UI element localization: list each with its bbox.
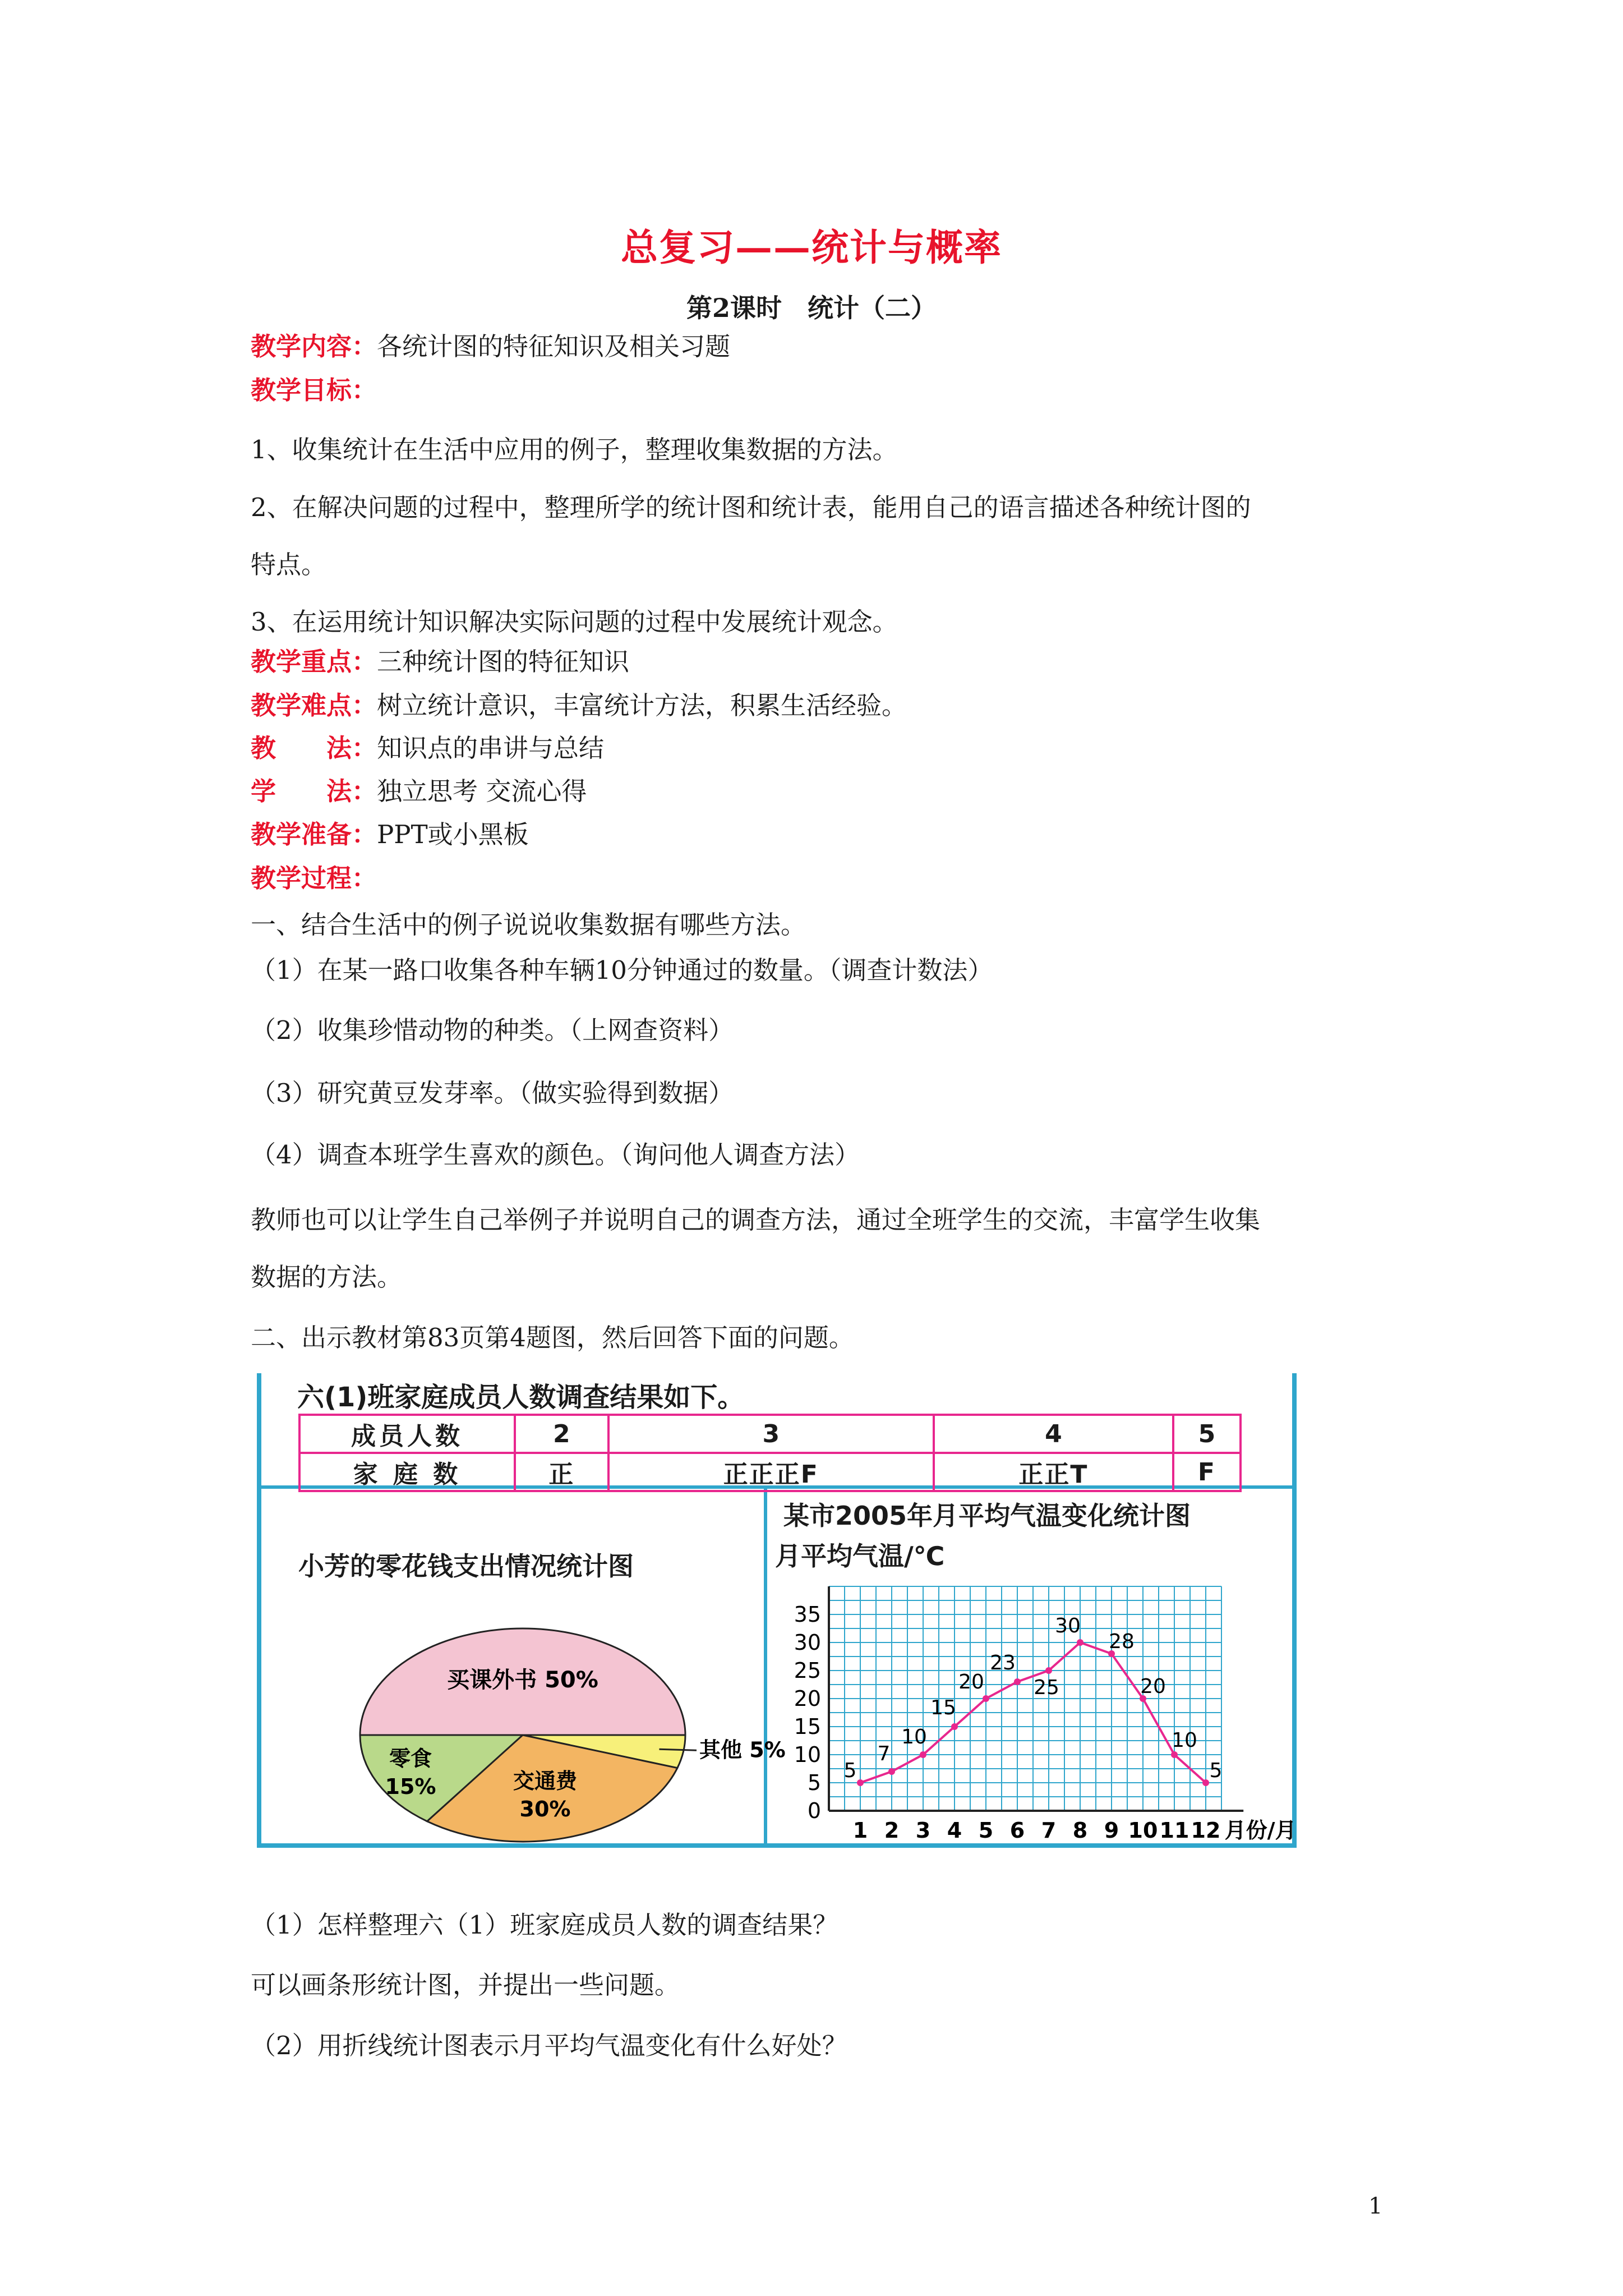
page-number: 1 [1368,2193,1383,2219]
x-tick-label: 4 [947,1818,962,1843]
page-title: 总复习——统计与概率 [621,226,1002,269]
info-label: 教 法： [251,733,377,763]
x-tick-label: 9 [1104,1818,1119,1843]
pie-label: 零食 [389,1746,432,1771]
process-label: 教学过程： [251,863,377,893]
info-label: 学 法： [251,776,377,806]
data-label: 20 [1140,1675,1166,1698]
data-label: 5 [843,1759,857,1782]
section1-item-3: （3）研究黄豆发芽率。（做实验得到数据） [251,1078,734,1108]
x-tick-label: 7 [1041,1818,1057,1843]
section1-para-line1: 教师也可以让学生自己举例子并说明自己的调查方法，通过全班学生的交流，丰富学生收集 [251,1205,1261,1235]
x-axis-label: 月份/月 [1224,1818,1297,1843]
data-point [920,1751,926,1758]
survey-table-title: 六(1)班家庭成员人数调查结果如下。 [297,1382,745,1413]
tally-cell: 正正正F [608,1453,934,1491]
pie-label: 15% [385,1774,436,1799]
pie-label: 30% [519,1797,571,1821]
data-point [983,1695,989,1702]
lesson-subtitle: 第2课时 统计（二） [686,293,937,323]
section2-heading: 二、出示教材第83页第4题图，然后回答下面的问题。 [251,1323,854,1352]
info-row-focus [251,645,629,679]
x-tick-label: 12 [1191,1818,1221,1843]
x-tick-label: 3 [915,1818,931,1843]
info-text: 独立思考 交流心得 [377,776,587,806]
data-point [1014,1678,1021,1685]
info-text: 树立统计意识，丰富统计方法，积累生活经验。 [377,691,907,720]
data-label: 23 [990,1651,1016,1674]
info-label: 教学重点： [251,647,377,677]
line-chart-ylabel: 月平均气温/℃ [775,1541,945,1571]
x-tick-label: 2 [884,1818,900,1843]
data-point [888,1768,895,1775]
x-tick-label: 11 [1159,1818,1189,1843]
tally-cell: 正 [515,1453,608,1491]
section1-item-1: （1）在某一路口收集各种车辆10分钟通过的数量。（调查计数法） [251,955,993,985]
y-tick-label: 20 [794,1686,821,1711]
info-text: PPT或小黑板 [377,820,529,849]
data-point [1171,1751,1178,1758]
data-label: 10 [1172,1729,1197,1752]
pie-chart-title: 小芳的零花钱支出情况统计图 [298,1551,634,1581]
section1-item-2: （2）收集珍惜动物的种类。（上网查资料） [251,1015,734,1045]
table-header-members: 成员人数 [299,1415,515,1453]
data-label: 20 [958,1671,984,1694]
data-label: 25 [1034,1676,1059,1699]
y-tick-label: 30 [794,1630,821,1655]
data-label: 5 [1209,1759,1223,1782]
x-tick-label: 5 [978,1818,994,1843]
y-tick-label: 0 [807,1798,821,1823]
info-row-preparation [251,818,529,852]
pie-leader-line [659,1749,697,1750]
table-header-families: 家 庭 数 [299,1453,515,1491]
y-tick-label: 35 [794,1602,821,1627]
line-chart-title: 某市2005年月平均气温变化统计图 [783,1501,1191,1531]
content-label: 教学内容： [251,332,377,361]
goal-2-line2: 特点。 [251,550,327,579]
info-row-teaching-method [251,731,604,765]
y-tick-label: 5 [807,1770,821,1795]
info-label: 教学准备： [251,820,377,849]
info-row-learning-method [251,775,587,808]
data-point [951,1723,958,1730]
x-tick-label: 1 [852,1818,868,1843]
info-label: 教学难点： [251,691,377,720]
data-point [1077,1639,1083,1646]
table-row [299,1415,1241,1453]
line-chart [767,1570,1297,1843]
tally-cell: F [1173,1453,1241,1491]
goal-2-line1: 2、在解决问题的过程中，整理所学的统计图和统计表，能用自己的语言描述各种统计图的 [251,493,1251,522]
x-tick-label: 8 [1072,1818,1088,1843]
tally-cell: 正正T [934,1453,1173,1491]
question-2: （2）用折线统计图表示月平均气温变化有什么好处？ [251,2031,847,2060]
info-text: 三种统计图的特征知识 [377,647,630,677]
data-label: 15 [930,1696,956,1719]
content-text: 各统计图的特征知识及相关习题 [377,332,731,361]
table-cell: 3 [608,1415,934,1453]
pie-label: 交通费 [513,1769,578,1793]
figure-border-left [257,1373,261,1848]
pie-chart [354,1614,786,1850]
y-tick-label: 10 [794,1742,821,1767]
data-point [1202,1779,1209,1786]
y-tick-label: 25 [794,1658,821,1683]
answer-1: 可以画条形统计图，并提出一些问题。 [251,1970,680,2000]
section1-item-4: （4）调查本班学生喜欢的颜色。（询问他人调查方法） [251,1140,860,1170]
survey-table [298,1414,1242,1492]
x-tick-label: 6 [1009,1818,1025,1843]
pie-label: 买课外书 50% [447,1667,598,1693]
table-cell: 2 [515,1415,608,1453]
goal-1: 1、收集统计在生活中应用的例子，整理收集数据的方法。 [251,435,898,464]
info-row-difficulty [251,689,907,723]
data-label: 10 [901,1726,927,1749]
goal-3: 3、在运用统计知识解决实际问题的过程中发展统计观念。 [251,607,898,637]
goal-label-row [251,374,377,407]
table-row [299,1453,1241,1491]
pie-label: 其他 5% [699,1737,786,1763]
x-tick-label: 10 [1128,1818,1158,1843]
table-cell: 5 [1173,1415,1241,1453]
data-point [1045,1667,1052,1674]
y-tick-label: 15 [794,1714,821,1739]
table-cell: 4 [934,1415,1173,1453]
goal-label: 教学目标： [251,375,377,405]
data-label: 30 [1055,1614,1081,1637]
section1-para-line2: 数据的方法。 [251,1262,403,1292]
content-row [251,330,730,364]
process-label-row [251,862,377,895]
data-point [857,1779,864,1786]
data-label: 7 [877,1742,891,1765]
question-1: （1）怎样整理六（1）班家庭成员人数的调查结果？ [251,1910,838,1940]
section1-heading: 一、结合生活中的例子说说收集数据有哪些方法。 [251,910,806,940]
info-text: 知识点的串讲与总结 [377,733,605,763]
textbook-figure [253,1373,1300,1848]
data-label: 28 [1109,1630,1135,1653]
